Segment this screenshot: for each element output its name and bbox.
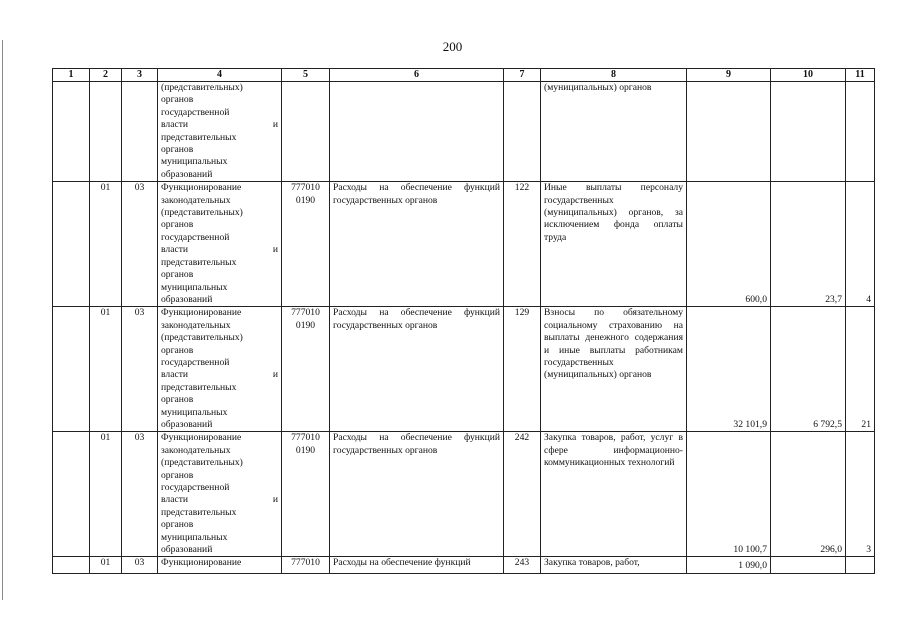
cell-name-line: муниципальных [161,406,228,418]
cell-subsection: 03 [122,307,158,432]
cell-expense-type: 242 [504,432,541,557]
cell-col1 [53,82,90,182]
cell-expense-type: 129 [504,307,541,432]
cell-name: Функционирование [158,557,282,573]
cell-section: 01 [90,557,122,573]
cell-name-line: государственной [161,356,230,368]
cell-name-word: власти [161,494,189,506]
cell-name-word: власти [161,369,189,381]
cell-name-pair [161,244,278,256]
cell-target-code: 777010 [282,557,330,573]
cell-section: 01 [90,182,122,307]
cell-name-word: и [272,119,278,131]
cell-amount-plan: 1 090,0 [687,557,771,573]
cell-col1 [53,432,90,557]
cell-name-line: органов [161,269,194,281]
cell-name-pair [161,494,278,506]
cell-target-name: Расходы на обеспечение функций государственных органов [330,432,504,557]
cell-amount-plan: 32 101,9 [687,307,771,432]
cell-expense-type [504,82,541,182]
cell-name-line: Функционирование [161,432,242,444]
cell-name-line: Функционирование [161,182,242,194]
cell-amount-plan: 10 100,7 [687,432,771,557]
cell-name-line: муниципальных [161,531,228,543]
cell-target-code: 777010 0190 [282,182,330,307]
cell-percent: 3 [846,432,875,557]
header-cell-2: 2 [90,69,122,82]
cell-amount-fact [771,557,846,573]
cell-subsection: 03 [122,432,158,557]
cell-amount-fact: 23,7 [771,182,846,307]
cell-percent: 21 [846,307,875,432]
table-row [53,182,875,307]
cell-name-line: органов [161,144,194,156]
cell-name-word: власти [161,244,189,256]
cell-name-line: органов [161,519,194,531]
left-edge-mark [2,40,3,600]
header-cell-6: 6 [330,69,504,82]
cell-name-line: (представительных) [161,332,243,344]
cell-name-pair [161,119,278,131]
table-row [53,432,875,557]
cell-expense-name: Закупка товаров, работ, [541,557,687,573]
cell-name-line: образований [161,418,213,430]
cell-name [158,182,282,307]
header-cell-11: 11 [846,69,875,82]
cell-name-line: государственной [161,231,230,243]
cell-name-line: образований [161,293,213,305]
budget-table-container [52,68,875,574]
cell-name-line: государственной [161,106,230,118]
cell-name-line: представительных [161,131,237,143]
cell-section: 01 [90,432,122,557]
table-row [53,82,875,182]
cell-name-word: власти [161,119,189,131]
cell-name-line: органов [161,344,194,356]
cell-percent [846,557,875,573]
header-cell-9: 9 [687,69,771,82]
cell-name-line: законодательных [161,194,231,206]
cell-name-line: образований [161,544,213,556]
cell-subsection [122,82,158,182]
cell-name-line: (представительных) [161,82,243,93]
cell-expense-type: 122 [504,182,541,307]
table-row [53,557,875,573]
cell-expense-name: (муниципальных) органов [541,82,687,182]
cell-expense-type: 243 [504,557,541,573]
cell-name-line: законодательных [161,444,231,456]
cell-target-code: 777010 0190 [282,432,330,557]
cell-col1 [53,307,90,432]
cell-name-line: Функционирование [161,307,242,319]
cell-target-name: Расходы на обеспечение функций государственных органов [330,307,504,432]
header-row [53,69,875,82]
header-cell-5: 5 [282,69,330,82]
cell-name-line: органов [161,394,194,406]
cell-target-code [282,82,330,182]
cell-name [158,432,282,557]
cell-name-line: органов [161,469,194,481]
cell-name-pair [161,369,278,381]
cell-name-line: муниципальных [161,156,228,168]
header-cell-4: 4 [158,69,282,82]
cell-name-word: и [272,369,278,381]
cell-expense-name: Иные выплаты персоналу государственных (муниципальных) органов, за исключением фонда оплаты труда [541,182,687,307]
cell-subsection: 03 [122,557,158,573]
cell-amount-fact: 296,0 [771,432,846,557]
cell-name-line: (представительных) [161,457,243,469]
cell-amount-fact [771,82,846,182]
cell-target-name: Расходы на обеспечение функций [330,557,504,573]
cell-name-line: муниципальных [161,281,228,293]
cell-percent: 4 [846,182,875,307]
cell-subsection: 03 [122,182,158,307]
cell-name-word: и [272,494,278,506]
cell-name [158,82,282,182]
cell-target-name [330,82,504,182]
cell-name-line: органов [161,219,194,231]
page-number: 200 [442,39,463,54]
cell-expense-name: Закупка товаров, работ, услуг в сфере информационно-коммуникационных технологий [541,432,687,557]
header-cell-1: 1 [53,69,90,82]
cell-name-line: государственной [161,482,230,493]
cell-target-name: Расходы на обеспечение функций государственных органов [330,182,504,307]
cell-col1 [53,182,90,307]
header-cell-3: 3 [122,69,158,82]
header-cell-7: 7 [504,69,541,82]
cell-name-line: законодательных [161,319,231,331]
header-cell-10: 10 [771,69,846,82]
cell-name-word: и [272,244,278,256]
cell-target-code: 777010 0190 [282,307,330,432]
cell-section: 01 [90,307,122,432]
header-cell-8: 8 [541,69,687,82]
cell-name-line: представительных [161,256,237,268]
cell-expense-name: Взносы по обязательному социальному страхованию на выплаты денежного содержания и иные выплаты работникам государственных (муниципальных) органов [541,307,687,432]
cell-amount-fact: 6 792,5 [771,307,846,432]
budget-table [52,68,875,574]
cell-amount-plan [687,82,771,182]
cell-name-line: представительных [161,381,237,393]
cell-name [158,307,282,432]
cell-name-line: органов [161,94,194,106]
cell-name-line: образований [161,168,213,180]
cell-percent [846,82,875,182]
cell-section [90,82,122,182]
cell-col1 [53,557,90,573]
cell-name-line: (представительных) [161,207,243,219]
cell-name-line: представительных [161,506,237,518]
table-row [53,307,875,432]
cell-amount-plan: 600,0 [687,182,771,307]
